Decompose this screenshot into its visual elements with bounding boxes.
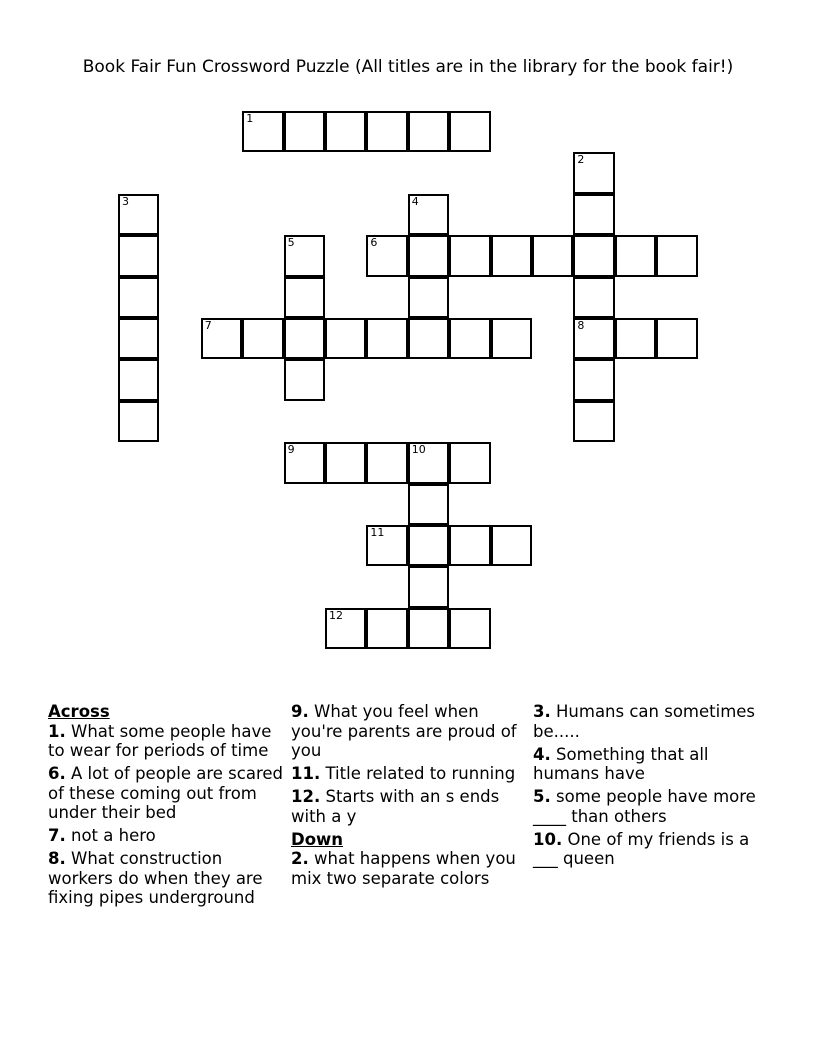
grid-cell[interactable] bbox=[449, 235, 490, 276]
clues-column-2 bbox=[291, 702, 527, 892]
grid-cell[interactable] bbox=[573, 359, 614, 400]
clue-number: 9. bbox=[291, 702, 309, 721]
grid-cell[interactable] bbox=[449, 525, 490, 566]
grid-cell[interactable] bbox=[201, 318, 242, 359]
grid-cell[interactable] bbox=[242, 318, 283, 359]
clue-down-5 bbox=[533, 787, 769, 826]
grid-cell[interactable] bbox=[449, 608, 490, 649]
clue-text: What you feel when you're parents are proud of you bbox=[291, 702, 517, 760]
grid-cell[interactable] bbox=[615, 318, 656, 359]
grid-cell[interactable] bbox=[284, 235, 325, 276]
clue-down-10 bbox=[533, 830, 769, 869]
clue-number: 11. bbox=[291, 764, 321, 783]
clue-number: 8. bbox=[48, 849, 66, 868]
clue-text: some people have more ____ than others bbox=[533, 787, 756, 826]
grid-cell[interactable] bbox=[325, 318, 366, 359]
clues-column-1 bbox=[48, 702, 284, 911]
grid-cell[interactable] bbox=[118, 235, 159, 276]
clue-number: 1. bbox=[48, 721, 66, 741]
clue-down-4 bbox=[533, 745, 769, 784]
grid-cell[interactable] bbox=[491, 525, 532, 566]
grid-cell[interactable] bbox=[408, 235, 449, 276]
grid-cell[interactable] bbox=[118, 194, 159, 235]
clue-number-label: 2 bbox=[577, 153, 585, 167]
grid-cell[interactable] bbox=[573, 277, 614, 318]
grid-cell[interactable] bbox=[615, 235, 656, 276]
grid-cell[interactable] bbox=[118, 359, 159, 400]
clue-across-11 bbox=[291, 764, 527, 784]
grid-cell[interactable] bbox=[118, 318, 159, 359]
clue-down-3 bbox=[533, 702, 769, 741]
clue-text: What construction workers do when they are fixing pipes underground bbox=[48, 849, 263, 907]
clue-number-label: 8 bbox=[577, 319, 585, 332]
clue-number-label: 4 bbox=[411, 194, 419, 208]
grid-cell[interactable] bbox=[573, 194, 614, 235]
clue-text: Humans can sometimes be..... bbox=[533, 702, 756, 741]
clue-number: 10. bbox=[533, 829, 563, 849]
down-heading: Down bbox=[291, 829, 344, 849]
grid-cell[interactable] bbox=[408, 442, 449, 483]
grid-cell[interactable] bbox=[573, 318, 614, 359]
grid-cell[interactable] bbox=[366, 318, 407, 359]
clue-number: 12. bbox=[291, 787, 321, 806]
grid-cell[interactable] bbox=[325, 608, 366, 649]
clue-number-label: 6 bbox=[370, 236, 378, 250]
grid-cell[interactable] bbox=[284, 111, 325, 152]
clue-text: Starts with an s ends with a y bbox=[291, 787, 500, 826]
clue-number-label: 7 bbox=[204, 319, 212, 332]
grid-cell[interactable] bbox=[408, 566, 449, 607]
grid-cell[interactable] bbox=[408, 484, 449, 525]
clue-text: what happens when you mix two separate colors bbox=[291, 849, 516, 888]
clue-across-1 bbox=[48, 722, 284, 761]
grid-cell[interactable] bbox=[573, 401, 614, 442]
grid-cell[interactable] bbox=[366, 111, 407, 152]
grid-cell[interactable] bbox=[449, 318, 490, 359]
grid-cell[interactable] bbox=[408, 318, 449, 359]
clue-down-2 bbox=[291, 849, 527, 888]
clue-number: 6. bbox=[48, 764, 66, 783]
grid-cell[interactable] bbox=[242, 111, 283, 152]
grid-cell[interactable] bbox=[325, 111, 366, 152]
grid-cell[interactable] bbox=[284, 277, 325, 318]
grid-cell[interactable] bbox=[366, 525, 407, 566]
grid-cell[interactable] bbox=[118, 401, 159, 442]
grid-cell[interactable] bbox=[118, 277, 159, 318]
grid-cell[interactable] bbox=[284, 359, 325, 400]
clue-number: 2. bbox=[291, 849, 309, 868]
clue-number-label: 5 bbox=[287, 236, 295, 250]
clue-number-label: 3 bbox=[122, 194, 129, 208]
clue-number: 7. bbox=[48, 826, 66, 845]
grid-cell[interactable] bbox=[366, 608, 407, 649]
clue-text: Title related to running bbox=[325, 764, 516, 783]
grid-cell[interactable] bbox=[408, 277, 449, 318]
grid-cell[interactable] bbox=[491, 235, 532, 276]
grid-cell[interactable] bbox=[408, 194, 449, 235]
clue-across-7 bbox=[48, 826, 284, 846]
grid-cell[interactable] bbox=[656, 235, 697, 276]
clue-number: 3. bbox=[533, 702, 551, 721]
clue-text: A lot of people are scared of these coming out from under their bed bbox=[48, 764, 284, 822]
puzzle-title: Book Fair Fun Crossword Puzzle (All titles are in the library for the book fair!) bbox=[82, 57, 734, 77]
clue-number-label: 10 bbox=[411, 443, 426, 457]
clue-across-8 bbox=[48, 849, 284, 908]
clue-number-label: 1 bbox=[246, 112, 254, 125]
grid-cell[interactable] bbox=[573, 152, 614, 193]
clue-number-label: 11 bbox=[370, 526, 385, 539]
grid-cell[interactable] bbox=[532, 235, 573, 276]
clue-number-label: 12 bbox=[329, 608, 343, 622]
across-heading: Across bbox=[48, 702, 110, 721]
grid-cell[interactable] bbox=[656, 318, 697, 359]
clues-column-3 bbox=[533, 702, 769, 872]
grid-cell[interactable] bbox=[449, 442, 490, 483]
grid-cell[interactable] bbox=[366, 235, 407, 276]
grid-cell[interactable] bbox=[449, 111, 490, 152]
clue-number-label: 9 bbox=[287, 443, 295, 457]
clue-across-9 bbox=[291, 702, 527, 761]
grid-cell[interactable] bbox=[408, 111, 449, 152]
clue-number: 4. bbox=[533, 744, 551, 764]
grid-cell[interactable] bbox=[408, 608, 449, 649]
clue-across-12 bbox=[291, 787, 527, 826]
grid-cell[interactable] bbox=[325, 442, 366, 483]
clue-across-6 bbox=[48, 764, 284, 823]
clue-number: 5. bbox=[533, 787, 551, 806]
clue-text: Something that all humans have bbox=[533, 744, 709, 783]
clue-text: What some people have to wear for periods of time bbox=[48, 721, 272, 760]
grid-cell[interactable] bbox=[408, 525, 449, 566]
clue-text: not a hero bbox=[71, 826, 156, 845]
grid-cell[interactable] bbox=[284, 318, 325, 359]
clue-text: One of my friends is a ___ queen bbox=[533, 829, 750, 868]
grid-cell[interactable] bbox=[573, 235, 614, 276]
grid-cell[interactable] bbox=[366, 442, 407, 483]
grid-cell[interactable] bbox=[491, 318, 532, 359]
grid-cell[interactable] bbox=[284, 442, 325, 483]
